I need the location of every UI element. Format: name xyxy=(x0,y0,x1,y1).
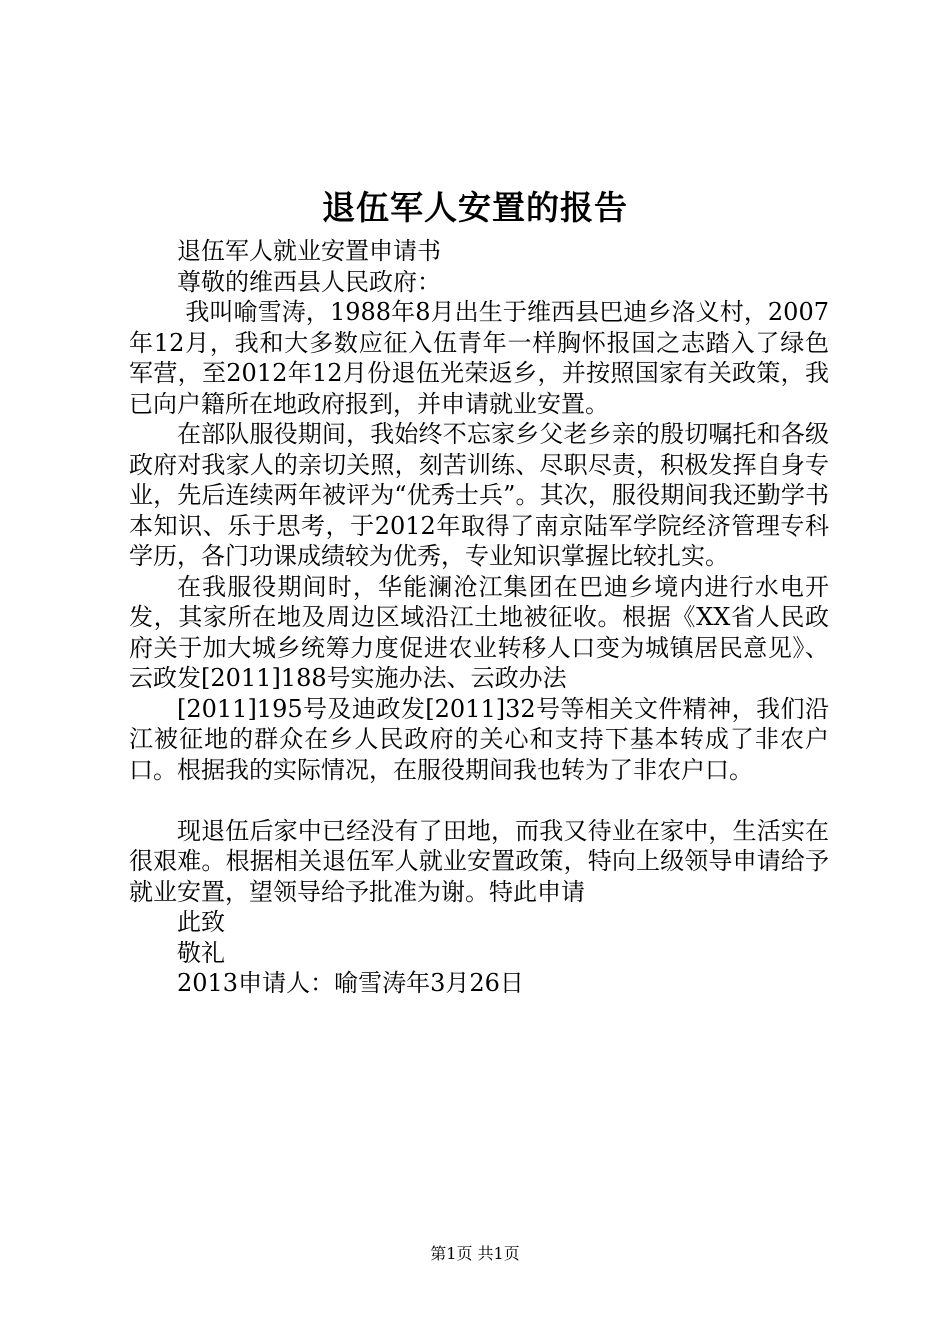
paragraph-introduction: 我叫喻雪涛，1988年8月出生于维西县巴迪乡洛义村，2007年12月，我和大多数应征入伍青年一样胸怀报国之志踏入了绿色军营，至2012年12月份退伍光荣返乡，并按照国家有关政策，我已向户籍所在地政府报到，并申请就业安置。 xyxy=(129,298,829,418)
paragraph-policy-documents: [2011]195号及迪政发[2011]32号等相关文件精神，我们沿江被征地的群众在乡人民政府的关心和支持下基本转成了非农户口。根据我的实际情况，在服役期间我也转为了非农户口。 xyxy=(129,694,829,784)
salutation: 尊敬的维西县人民政府： xyxy=(177,267,441,296)
closing-line-1: 此致 xyxy=(177,908,225,936)
document-subtitle: 退伍军人就业安置申请书 xyxy=(177,237,441,265)
document-title: 退伍军人安置的报告 xyxy=(322,188,628,227)
paragraph-request: 现退伍后家中已经没有了田地，而我又待业在家中，生活实在很艰难。根据相关退伍军人就业安置政策，特向上级领导申请给予就业安置，望领导给予批准为谢。特此申请 xyxy=(129,816,829,906)
paragraph-land-requisition: 在我服役期间时，华能澜沧江集团在巴迪乡境内进行水电开发，其家所在地及周边区域沿江土地被征收。根据《XX省人民政府关于加大城乡统筹力度促进农业转移人口变为城镇居民意见》、云政发[2011]188号实施办法、云政办法 xyxy=(129,572,829,692)
signature-line: 2013申请人：喻雪涛年3月26日 xyxy=(177,969,524,997)
document-body xyxy=(129,236,829,999)
page-footer: 第1页 共1页 xyxy=(430,1244,520,1263)
paragraph-service: 在部队服役期间，我始终不忘家乡父老乡亲的殷切嘱托和各级政府对我家人的亲切关照，刻苦训练、尽职尽责，积极发挥自身专业，先后连续两年被评为“优秀士兵”。其次，服役期间我还勤学书本知识、乐于思考，于2012年取得了南京陆军学院经济管理专科学历，各门功课成绩较为优秀，专业知识掌握比较扎实。 xyxy=(129,420,829,570)
paragraph-spacer xyxy=(129,785,829,816)
closing-line-2: 敬礼 xyxy=(177,938,225,967)
